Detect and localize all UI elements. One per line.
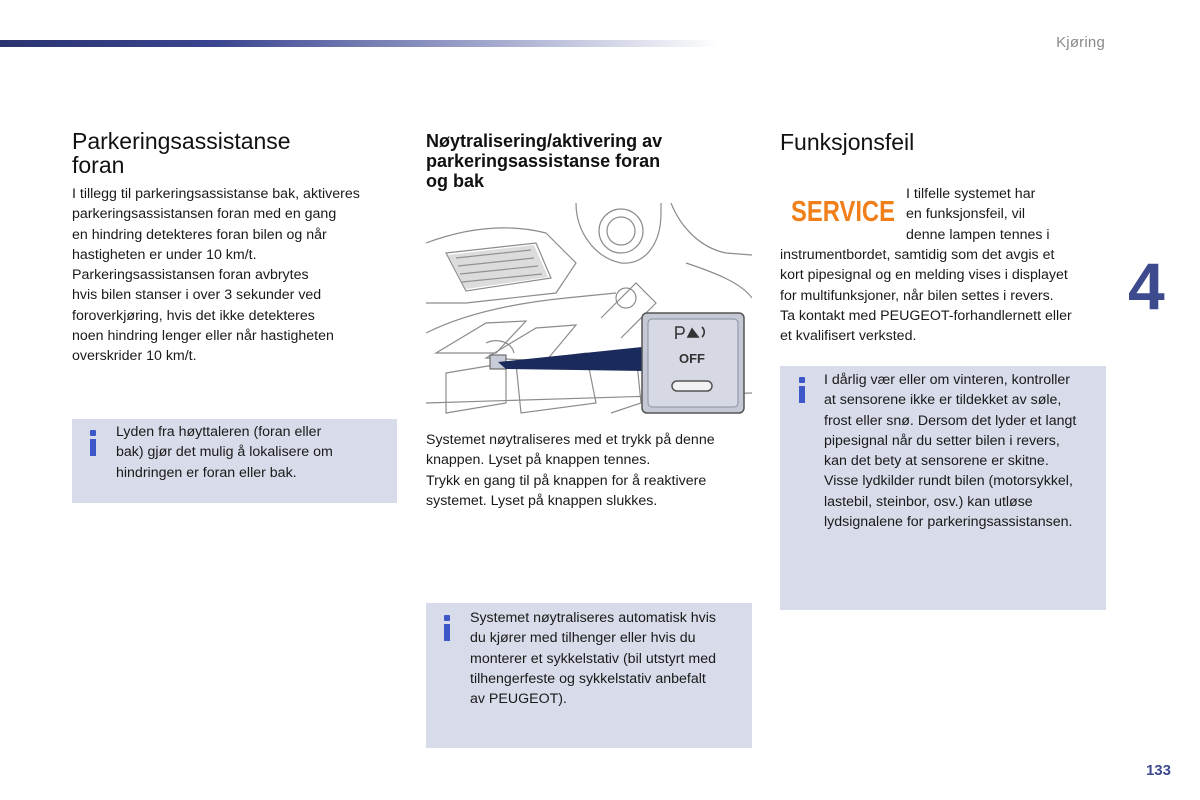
col3-body-line: I tilfelle systemet har xyxy=(906,186,1036,202)
header-bar xyxy=(0,40,720,47)
col3-info-line: I dårlig vær eller om vinteren, kontroller xyxy=(824,372,1071,388)
col2-title-line: parkeringsassistanse foran xyxy=(426,151,661,171)
col3-info-line: at sensorene ikke er tildekket av søle, xyxy=(824,392,1062,409)
col2-body-line: knappen. Lyset på knappen tennes. xyxy=(426,452,651,469)
col3-info-line: pipesignal når du setter bilen i revers, xyxy=(824,432,1060,449)
col2-info-line: monterer et sykkelstativ (bil utstyrt med xyxy=(470,650,716,667)
col3-info-box xyxy=(780,366,1106,610)
col3-info-line: kan det bety at sensorene er skitne. xyxy=(824,453,1049,470)
section-title: Kjøring xyxy=(1056,34,1105,51)
col1-body-line: overskrider 10 km/t. xyxy=(72,348,197,365)
col3-body xyxy=(780,245,1072,346)
col2-info-text xyxy=(470,608,716,709)
col2-info-line: av PEUGEOT). xyxy=(470,691,567,708)
col1-body-line: noen hindring lenger eller når hastigheten xyxy=(72,328,334,345)
off-label: OFF xyxy=(679,351,705,366)
col3-title: Funksjonsfeil xyxy=(780,129,915,155)
col3-info-line: lydsignalene for parkeringsassistansen. xyxy=(824,514,1073,531)
col2-body-line: Systemet nøytraliseres med et trykk på denne xyxy=(426,432,715,448)
col3-info-line: frost eller snø. Dersom det lyder et langt xyxy=(824,412,1077,429)
col1-body-line: hvis bilen stanser i over 3 sekunder ved xyxy=(72,287,322,304)
col1-body-line: foroverkjøring, hvis det ikke detekteres xyxy=(72,307,315,324)
page-number: 133 xyxy=(1145,762,1171,779)
col1-title xyxy=(72,129,291,177)
col2-info-line: tilhengerfeste og sykkelstativ anbefalt xyxy=(470,670,706,687)
col2-title-line: Nøytralisering/aktivering av xyxy=(426,131,663,151)
col1-info-box xyxy=(72,419,397,503)
col2-body-line: systemet. Lyset på knappen slukkes. xyxy=(426,492,658,509)
col2-info-box xyxy=(426,603,752,748)
col3-body-line: instrumentbordet, samtidig som det avgis et xyxy=(780,247,1055,263)
info-icon xyxy=(440,615,454,643)
col1-body xyxy=(72,184,360,367)
col3-info-line: Visse lydkilder rundt bilen (motorsykkel, xyxy=(824,473,1073,490)
col3-body-line: Ta kontakt med PEUGEOT-forhandlernett eller xyxy=(780,307,1072,324)
col2-title xyxy=(426,131,662,191)
col2-body-line: Trykk en gang til på knappen for å reaktivere xyxy=(426,472,707,489)
service-warning-icon: SERVICE xyxy=(791,196,895,228)
col1-info-line: Lyden fra høyttaleren (foran eller xyxy=(116,424,322,440)
col3-info-text xyxy=(824,370,1076,532)
col1-body-line: Parkeringsassistansen foran avbrytes xyxy=(72,267,309,284)
col1-info-line: hindringen er foran eller bak. xyxy=(116,464,297,481)
info-icon xyxy=(795,377,809,405)
col1-title-line: Parkeringsassistanse xyxy=(72,128,291,154)
col1-info-text xyxy=(116,422,333,483)
col1-info-line: bak) gjør det mulig å lokalisere om xyxy=(116,444,333,461)
col1-body-line: parkeringsassistansen foran med en gang xyxy=(72,206,337,223)
col1-body-line: en hindring detekteres foran bilen og når xyxy=(72,226,327,243)
col1-body-line: I tillegg til parkeringsassistanse bak, aktiveres xyxy=(72,186,360,202)
col3-body-line: for multifunksjoner, når bilen settes i revers. xyxy=(780,287,1054,304)
col3-body-line: en funksjonsfeil, vil xyxy=(906,206,1026,223)
col3-body-line: et kvalifisert verksted. xyxy=(780,328,917,345)
col3-info-line: lastebil, steinbor, osv.) kan utløse xyxy=(824,493,1033,510)
col3-body-line: denne lampen tennes i xyxy=(906,226,1050,243)
chapter-number: 4 xyxy=(1128,249,1165,323)
col1-title-line: foran xyxy=(72,152,125,178)
dashboard-illustration xyxy=(426,203,752,423)
info-icon xyxy=(86,430,100,458)
col2-info-line: du kjører med tilhenger eller hvis du xyxy=(470,630,696,647)
col3-body-short xyxy=(906,184,1050,245)
col2-info-line: Systemet nøytraliseres automatisk hvis xyxy=(470,610,716,626)
col3-body-line: kort pipesignal og en melding vises i displayet xyxy=(780,267,1068,284)
col1-body-line: hastigheten er under 10 km/t. xyxy=(72,246,257,263)
col2-body xyxy=(426,430,715,511)
col2-title-line: og bak xyxy=(426,171,485,191)
